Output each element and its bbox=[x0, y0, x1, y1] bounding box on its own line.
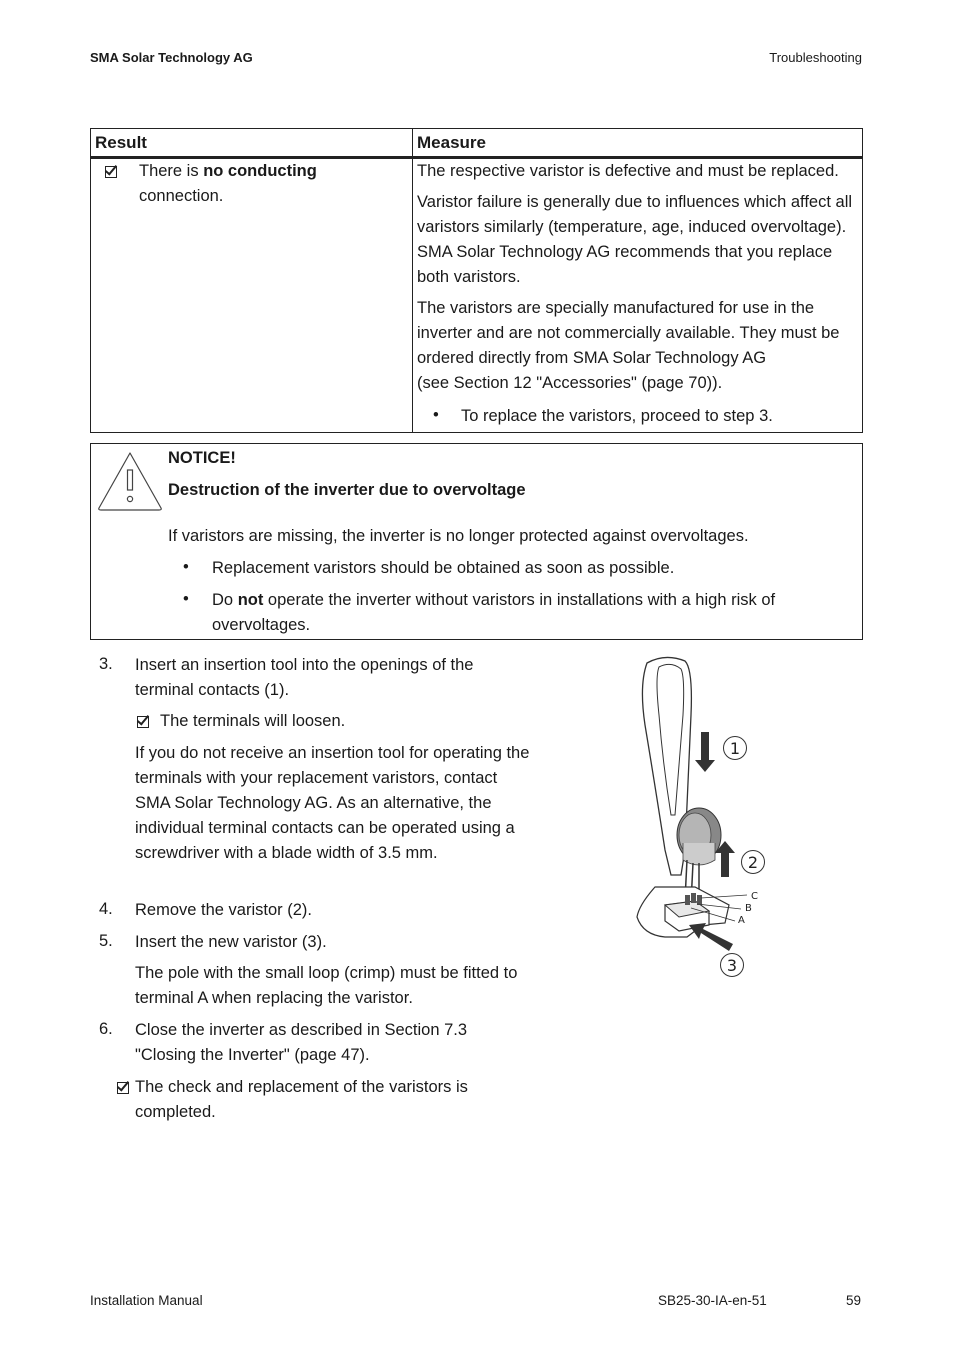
warning-triangle-icon bbox=[96, 450, 164, 512]
step-6-text: Close the inverter as described in Section 7.3 "Closing the Inverter" (page 47). bbox=[135, 1021, 468, 1064]
result-bold-text: no conducting bbox=[203, 162, 317, 180]
measure-bullet-text: To replace the varistors, proceed to step 3. bbox=[461, 407, 773, 425]
final-result: The check and replacement of the varistors is completed. bbox=[135, 1078, 468, 1121]
step-3-note: If you do not receive an insertion tool for operating the terminals with your replacement varistors, contact SMA Solar Technology AG. As an alternative, the individual terminal contacts can be operated using a screwdriver with a blade width of 3.5 mm. bbox=[135, 744, 530, 862]
result-text-end: connection. bbox=[139, 187, 224, 205]
step-5-note: The pole with the small loop (crimp) must be fitted to terminal A when replacing the varistor. bbox=[135, 964, 518, 1007]
bullet-dot: • bbox=[183, 558, 189, 576]
result-measure-table bbox=[90, 128, 863, 433]
result-text: There is bbox=[139, 162, 204, 180]
step-3-text: Insert an insertion tool into the openings of the terminal contacts (1). bbox=[135, 656, 474, 699]
checkmark-icon bbox=[105, 166, 117, 178]
callout-3-label: 3 bbox=[726, 956, 738, 975]
notice-subtitle: Destruction of the inverter due to overvoltage bbox=[168, 481, 526, 499]
checkmark-icon bbox=[137, 716, 149, 728]
callout-2-label: 2 bbox=[747, 853, 759, 872]
arrow-insert-icon bbox=[689, 923, 733, 951]
measure-cell bbox=[417, 159, 859, 396]
notice-body: If varistors are missing, the inverter is no longer protected against overvoltages. bbox=[168, 527, 749, 545]
step-5-number: 5. bbox=[99, 932, 113, 950]
measure-paragraph-3: The varistors are specially manufactured for use in the inverter and are not commercially available. They must be ordered directly from SMA Solar Technology AG (see Section 12 "Accessories" (page 70)). bbox=[417, 299, 840, 392]
callout-1-label: 1 bbox=[729, 739, 741, 758]
checkmark-icon bbox=[117, 1082, 129, 1094]
notice-bullet-1: Replacement varistors should be obtained as soon as possible. bbox=[212, 559, 675, 577]
footer-doc-title: Installation Manual bbox=[90, 1293, 203, 1308]
header-company: SMA Solar Technology AG bbox=[90, 50, 253, 65]
notice-title: NOTICE! bbox=[168, 449, 236, 467]
bullet-dot: • bbox=[183, 590, 189, 608]
result-cell bbox=[139, 159, 404, 209]
measure-paragraph-1: The respective varistor is defective and must be replaced. bbox=[417, 162, 839, 180]
step-4-number: 4. bbox=[99, 900, 113, 918]
column-header-result: Result bbox=[95, 133, 147, 152]
notice-box bbox=[90, 443, 863, 640]
notice-bullet-2: Do not operate the inverter without varistors in installations with a high risk of overvoltages. bbox=[212, 591, 776, 634]
terminal-c-label: C bbox=[751, 891, 758, 902]
bullet-dot: • bbox=[433, 406, 439, 424]
step-6-number: 6. bbox=[99, 1020, 113, 1038]
column-header-measure: Measure bbox=[417, 133, 486, 152]
varistor-replacement-figure bbox=[625, 655, 785, 985]
terminal-a-label: A bbox=[738, 915, 745, 926]
step-5-text: Insert the new varistor (3). bbox=[135, 933, 327, 951]
page-number: 59 bbox=[845, 1293, 861, 1308]
step-3-result: The terminals will loosen. bbox=[160, 712, 346, 730]
step-4-text: Remove the varistor (2). bbox=[135, 901, 312, 919]
footer-doc-code: SB25-30-IA-en-51 bbox=[658, 1293, 767, 1308]
measure-paragraph-2: Varistor failure is generally due to influences which affect all varistors similarly (temperature, age, induced overvoltage). SMA Solar Technology AG recommends that you replace both varistors. bbox=[417, 193, 853, 286]
step-3-number: 3. bbox=[99, 655, 113, 673]
header-section: Troubleshooting bbox=[769, 50, 862, 65]
arrow-down-icon bbox=[695, 732, 715, 772]
terminal-b-label: B bbox=[745, 903, 752, 914]
